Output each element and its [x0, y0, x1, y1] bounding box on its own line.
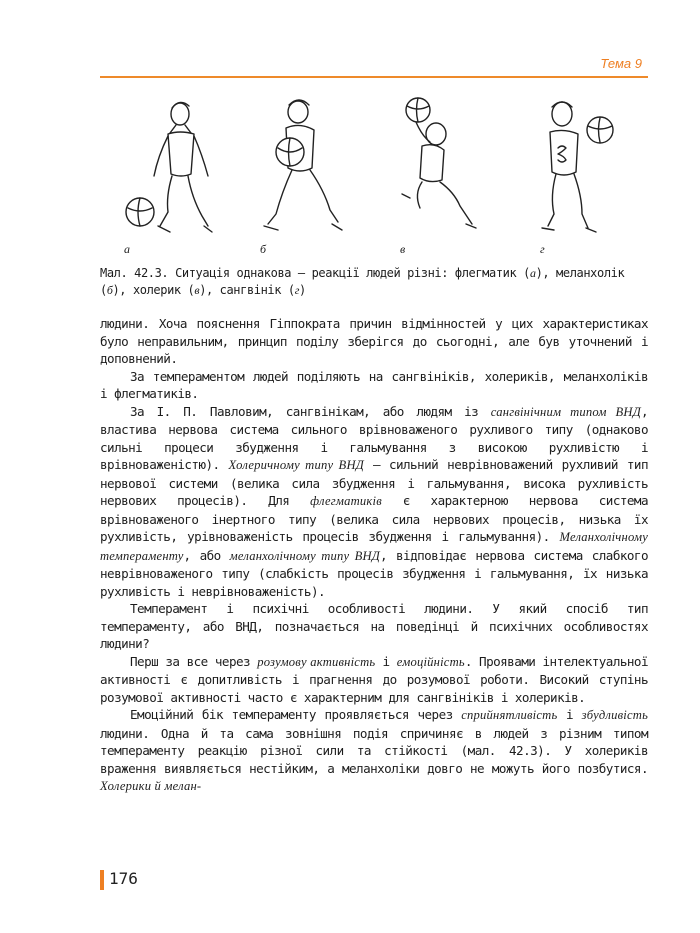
player-choleric: [402, 98, 476, 228]
player-melancholic: [264, 100, 342, 230]
figure-caption: Мал. 42.3. Ситуація однакова — реакції людей різні: флегматик (а), меланхолік (б), холерик (в), сангвінік (г): [100, 266, 625, 297]
figure-label-d: г: [540, 242, 545, 256]
page-header: [0, 48, 700, 78]
basketball-illustration: [100, 92, 648, 242]
figure-basketball-players: [100, 92, 648, 262]
main-text: [100, 315, 648, 796]
figure-label-b: б: [260, 242, 267, 256]
page-number: 176: [109, 869, 138, 888]
figure-label-a: а: [124, 242, 130, 256]
figure-label-c: в: [400, 242, 406, 256]
header-rule: [100, 76, 648, 78]
caption-prefix: Мал. 42.3.: [100, 266, 169, 280]
paragraph-2: За темпераментом людей поділяють на сангвініків, холериків, меланхоліків і флегматиків.: [100, 368, 648, 401]
paragraph-4-heading: Темперамент і психічні особливості людини. У який спосіб тип темпераменту, або ВНД, позначається на поведінці й психічних особливостях людини?: [100, 601, 648, 651]
page-number-bar: [100, 870, 104, 890]
player-phlegmatic: [126, 102, 212, 232]
paragraph-3: За І. П. Павловим, сангвінікам, або людям із сангвінічним типом ВНД, властива нервова система сильного врівноваженого рухливого типу (однаково сильні процеси збудження і гальмування з високою рухливістю і врівноваженістю). Холеричному типу ВНД — сильний неврівноважений рухливий тип нервової системи (велика сила збудження і гальмування, висока рухливість нервових процесів). Для флегматиків є характерною нервова система врівноваженого інертного типу (велика сила нервових процесів, низька їх рухливість, урівноваженість процесів збудження і гальмування). Меланхолічному темпераменту, або меланхолічному типу ВНД, відповідає нервова система слабкого неврівноваженого типу (слабкість процесів збудження і гальмування, їх низька рухливість і неврівноваженість).: [100, 403, 648, 599]
paragraph-1: людини. Хоча пояснення Гіппократа причин відмінностей у цих характеристиках було неправильним, принцип поділу зберігся до сьогодні, але був уточнений і доповнений.: [100, 316, 648, 366]
paragraph-5: Перш за все через розумову активність і емоційність. Проявами інтелектуальної активності є допитливість і прагнення до розумової роботи. Високий ступінь розумової активності часто є характерним для сангвініків і холериків.: [100, 653, 648, 705]
topic-label: Тема 9: [600, 56, 642, 71]
paragraph-6: Емоційний бік темпераменту проявляється через сприйнятливість і збудливість людини. Одна й та сама зовнішня подія спричиняє в людей з різним типом темпераменту реакцію різної сили та стійкості (мал. 42.3). У холериків враження виявляється нестійким, а меланхоліки довго не можуть його позбутися. Холерики й мелан-: [100, 707, 648, 793]
player-sanguine: [542, 102, 613, 232]
